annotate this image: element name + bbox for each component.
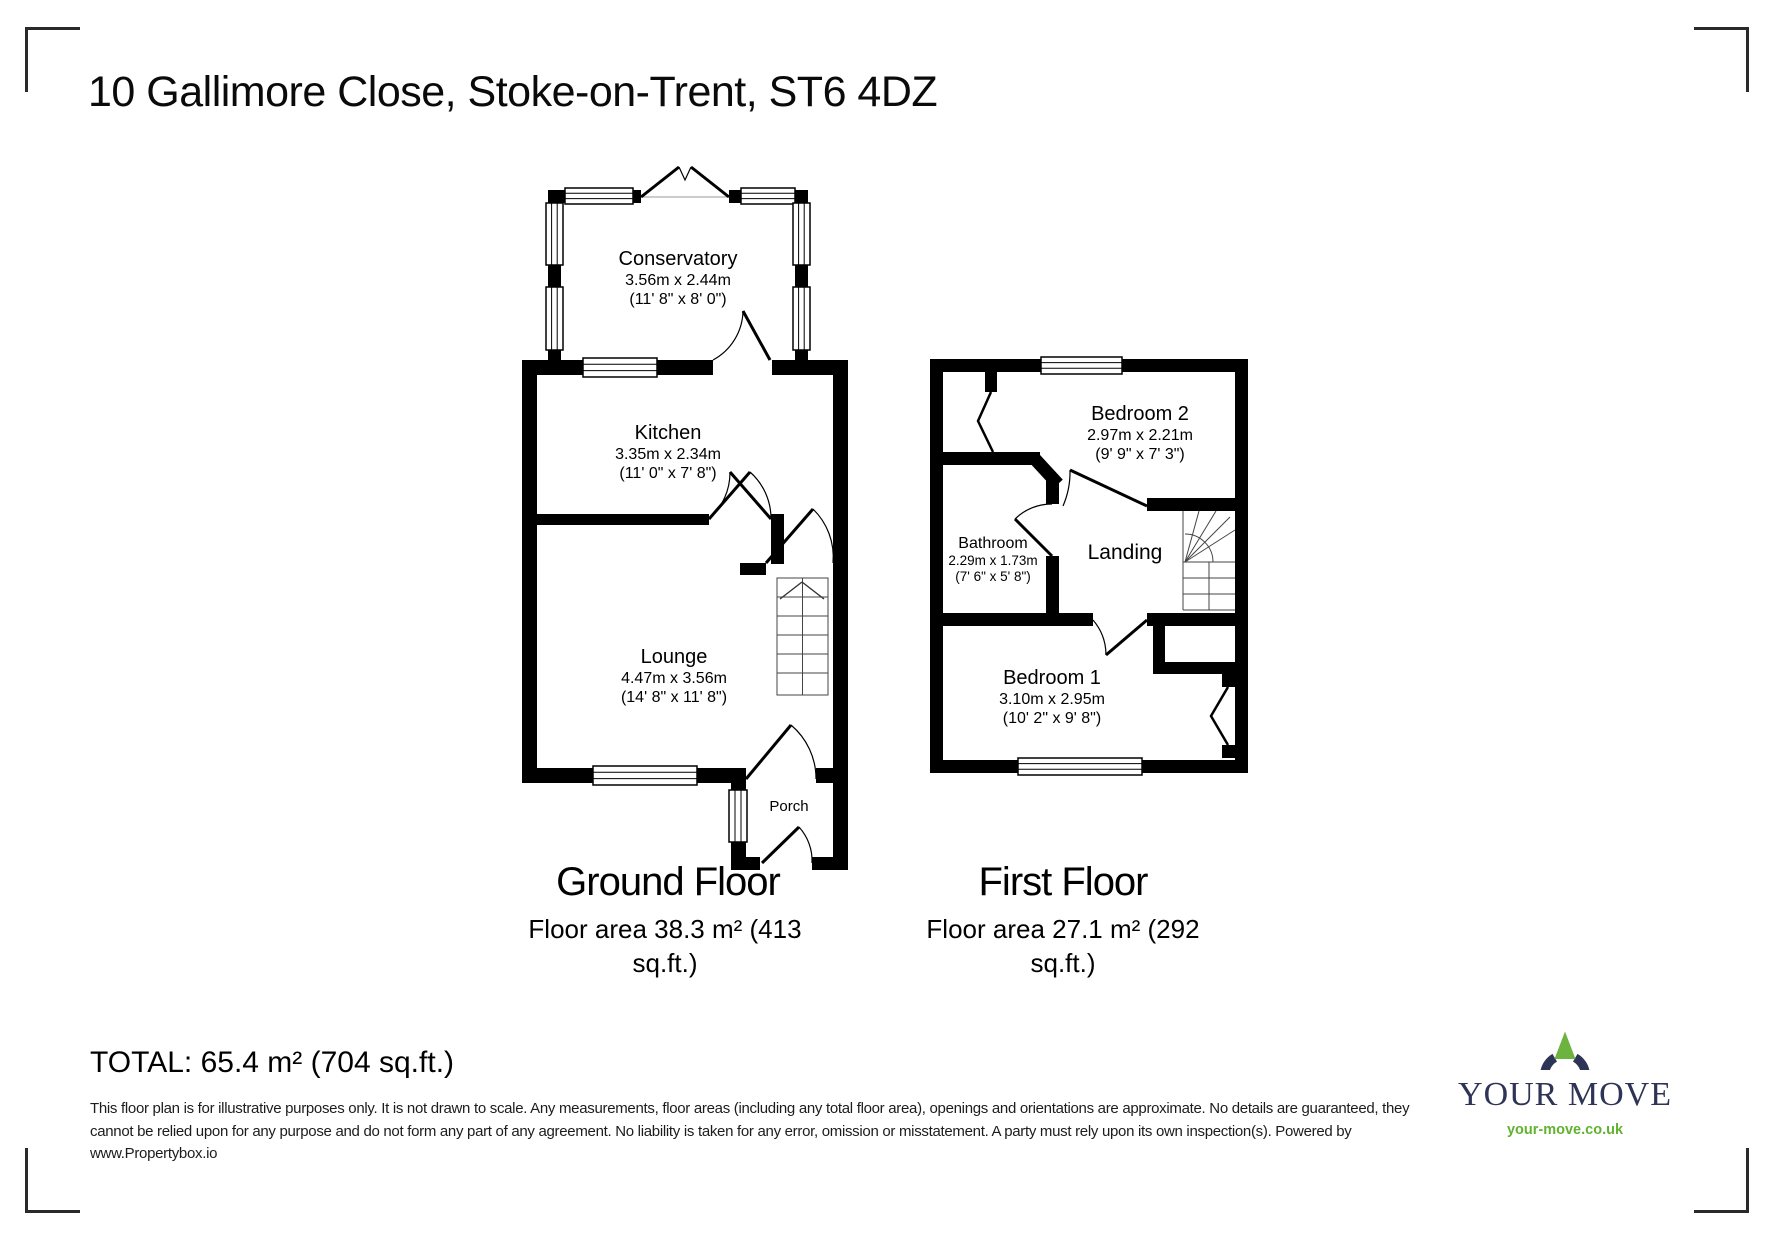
window bbox=[793, 203, 810, 265]
room-dims-metric: 2.97m x 2.21m bbox=[1087, 427, 1193, 444]
room-label-conservatory bbox=[619, 247, 738, 309]
crop-mark-bottom-left bbox=[25, 1148, 80, 1213]
bifold-door-wardrobe bbox=[1211, 687, 1228, 745]
your-move-logo-text: YOUR MOVE bbox=[1458, 1076, 1672, 1113]
first-floor-stairs bbox=[1183, 511, 1235, 610]
room-label-bedroom1 bbox=[999, 666, 1105, 728]
room-name: Bedroom 1 bbox=[1003, 667, 1101, 689]
window bbox=[729, 790, 747, 842]
total-area: TOTAL: 65.4 m² (704 sq.ft.) bbox=[90, 1046, 455, 1079]
bifold-door-bedroom2 bbox=[978, 392, 993, 452]
room-name: Landing bbox=[1087, 541, 1163, 564]
window bbox=[1018, 758, 1142, 775]
window bbox=[593, 766, 697, 785]
room-label-bedroom2 bbox=[1087, 402, 1193, 464]
room-dims-imperial: (10' 2" x 9' 8") bbox=[1002, 710, 1102, 728]
room-name: Porch bbox=[769, 798, 809, 815]
crop-mark-bottom-right bbox=[1694, 1148, 1749, 1213]
room-dims-imperial: (7' 6" x 5' 8") bbox=[955, 569, 1031, 585]
your-move-logo bbox=[1440, 1012, 1690, 1138]
room-dims-imperial: (11' 8" x 8' 0") bbox=[629, 291, 727, 309]
window bbox=[1041, 357, 1122, 374]
window bbox=[546, 203, 563, 265]
room-dims-metric: 2.29m x 1.73m bbox=[948, 553, 1038, 569]
room-dims-metric: 3.35m x 2.34m bbox=[615, 446, 721, 463]
room-dims-imperial: (11' 0" x 7' 8") bbox=[619, 465, 717, 483]
window bbox=[546, 287, 563, 350]
room-dims-imperial: (9' 9" x 7' 3") bbox=[1095, 446, 1185, 464]
window bbox=[793, 287, 810, 350]
crop-mark-top-right bbox=[1694, 27, 1749, 92]
crop-mark-top-left bbox=[25, 27, 80, 92]
disclaimer-text: This floor plan is for illustrative purposes only. It is not drawn to scale. Any measurements, floor areas (including any total floor area), openings and orientations are approximate. No details are guaranteed, they cannot be relied upon for any purpose and do not form any part of any agreement. No liability is taken for any error, omission or misstatement. A party must rely upon its own inspection(s). Powered by www.Propertybox.io bbox=[90, 1100, 1410, 1162]
ground-floor-stairs bbox=[777, 578, 828, 695]
room-label-bathroom bbox=[948, 534, 1037, 586]
page-title: 10 Gallimore Close, Stoke-on-Trent, ST6 4DZ bbox=[88, 68, 938, 116]
room-label-porch bbox=[769, 798, 808, 816]
room-label-landing bbox=[1088, 540, 1163, 565]
your-move-logo-icon bbox=[1536, 1012, 1594, 1070]
room-dims-metric: 3.10m x 2.95m bbox=[999, 691, 1105, 708]
room-dims-imperial: (14' 8" x 11' 8") bbox=[620, 689, 728, 707]
room-label-kitchen bbox=[615, 421, 721, 483]
window bbox=[565, 188, 633, 204]
door-bedroom1 bbox=[1093, 620, 1147, 655]
ground-floor-area: Floor area 38.3 m² (413 sq.ft.) bbox=[528, 914, 802, 978]
room-label-lounge bbox=[621, 645, 727, 707]
angled-wall bbox=[1034, 458, 1058, 484]
door-bedroom2 bbox=[1063, 470, 1147, 506]
room-dims-metric: 3.56m x 2.44m bbox=[625, 272, 731, 289]
window bbox=[583, 358, 657, 377]
door-kitchen-conservatory bbox=[713, 311, 770, 360]
your-move-logo-url: your-move.co.uk bbox=[1506, 1122, 1624, 1138]
window bbox=[741, 188, 795, 204]
room-name: Bathroom bbox=[958, 535, 1028, 552]
ground-floor-label: Ground Floor bbox=[556, 860, 780, 904]
room-name: Kitchen bbox=[634, 422, 702, 444]
room-name: Lounge bbox=[640, 646, 708, 668]
room-dims-metric: 4.47m x 3.56m bbox=[621, 670, 727, 687]
room-name: Bedroom 2 bbox=[1091, 403, 1189, 425]
room-name: Conservatory bbox=[618, 248, 738, 270]
first-floor-label: First Floor bbox=[978, 860, 1148, 904]
first-floor-area: Floor area 27.1 m² (292 sq.ft.) bbox=[926, 914, 1200, 978]
